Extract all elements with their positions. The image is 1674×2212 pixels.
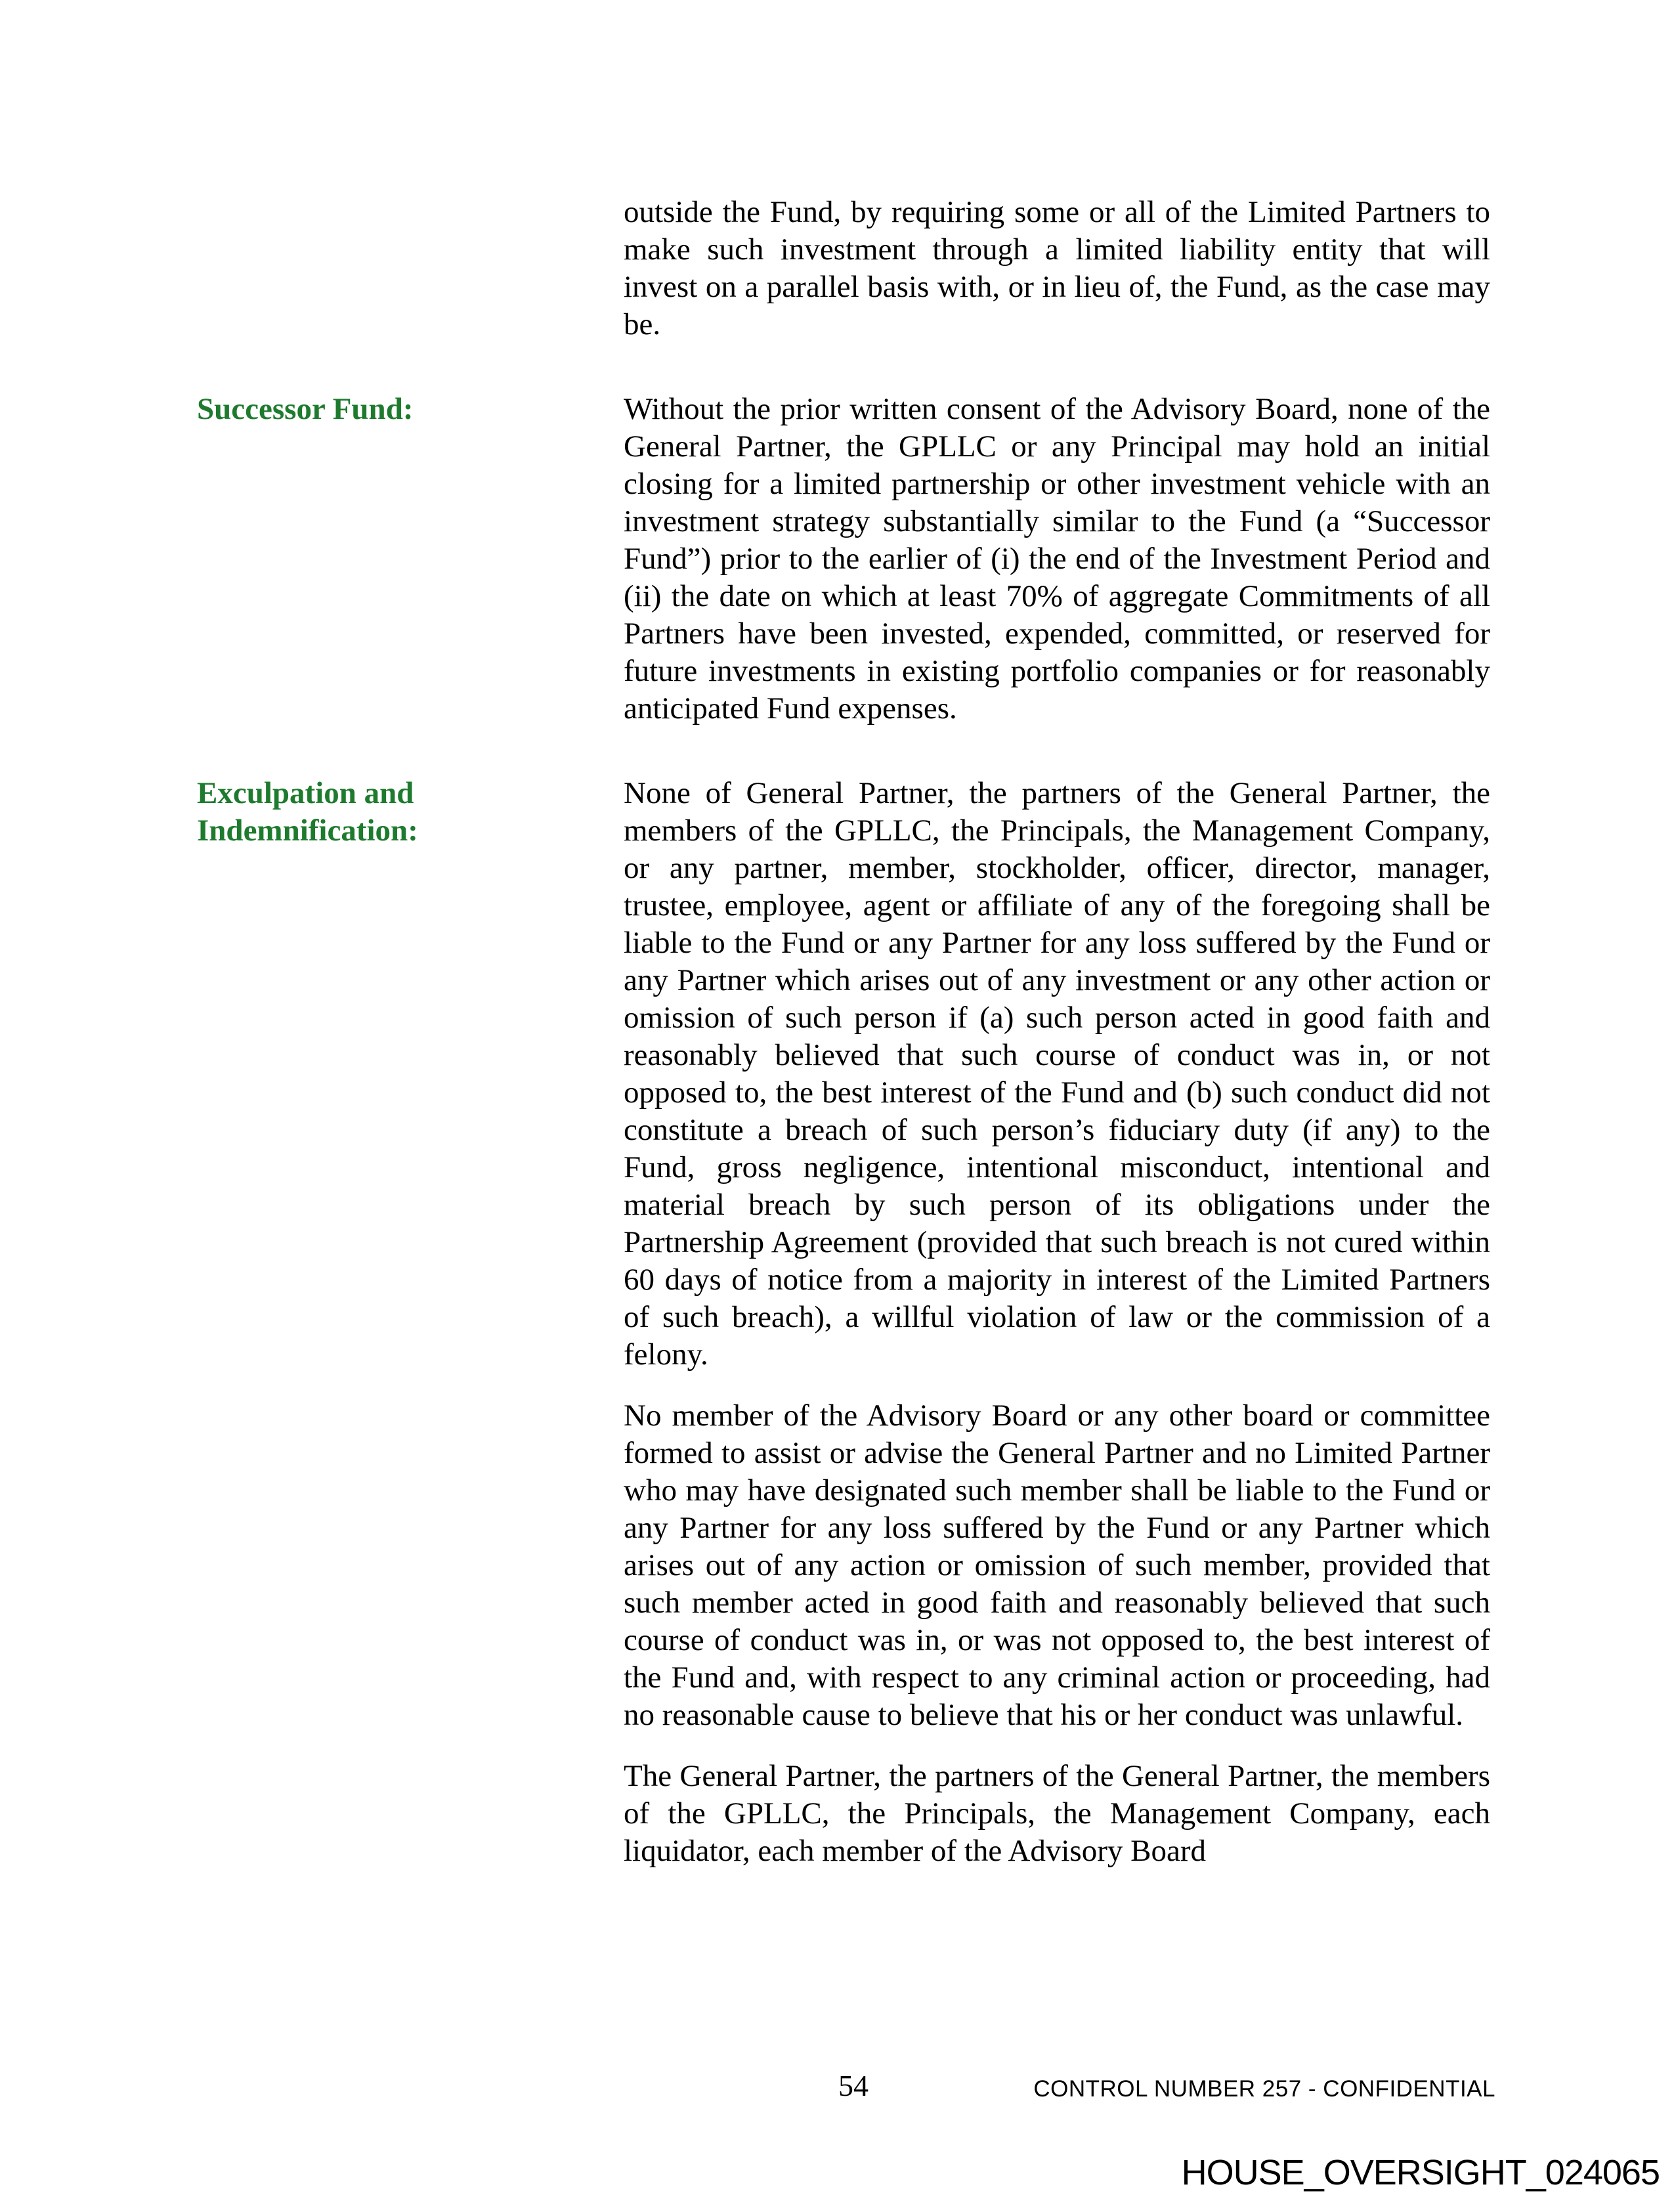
section-row-exculpation	[197, 775, 1490, 1870]
paragraph-continuation: outside the Fund, by requiring some or all of the Limited Partners to make such investment through a limited liability entity that will invest on a parallel basis with, or in lieu of, the Fund, as the case may be.	[624, 195, 1490, 341]
body-col-successor-fund	[624, 391, 1490, 727]
heading-col-exculpation	[197, 775, 624, 850]
paragraph-exculpation-3: The General Partner, the partners of the General Partner, the members of the GPLLC, the Principals, the Management Company, each liquidator, each member of the Advisory Board	[624, 1759, 1490, 1868]
paragraph-exculpation-1: None of General Partner, the partners of the General Partner, the members of the GPLLC, the Principals, the Management Company, or any partner, member, stockholder, officer, director, manager, trustee, employee, agent or affiliate of any of the foregoing shall be liable to the Fund or any Partner for any loss suffered by the Fund or any Partner which arises out of any investment or any other action or omission of such person if (a) such person acted in good faith and reasonably believed that such course of conduct was in, or not opposed to, the best interest of the Fund and (b) such conduct did not constitute a breach of such person’s fiduciary duty (if any) to the Fund, gross negligence, intentional misconduct, intentional and material breach by such person of its obligations under the Partnership Agreement (provided that such breach is not cured within 60 days of notice from a majority in interest of the Limited Partners of such breach), a willful violation of law or the commission of a felony.	[624, 776, 1490, 1372]
paragraph-successor-fund: Without the prior written consent of the Advisory Board, none of the General Partner, the GPLLC or any Principal may hold an initial closing for a limited partnership or other investment vehicle with an investment strategy substantially similar to the Fund (a “Successor Fund”) prior to the earlier of (i) the end of the Investment Period and (ii) the date on which at least 70% of aggregate Commitments of all Partners have been invested, expended, committed, or reserved for future investments in existing portfolio companies or for reasonably anticipated Fund expenses.	[624, 392, 1490, 726]
heading-successor-fund: Successor Fund:	[197, 392, 414, 426]
heading-exculpation-indemnification: Exculpation and Indemnification:	[197, 776, 418, 848]
heading-col-successor-fund	[197, 391, 624, 428]
body-col-continuation	[624, 194, 1490, 343]
bates-stamp: HOUSE_OVERSIGHT_024065	[1181, 2153, 1660, 2192]
page-number: 54	[838, 2069, 869, 2102]
section-row-successor-fund	[197, 391, 1490, 727]
paragraph-exculpation-2: No member of the Advisory Board or any other board or committee formed to assist or advise the General Partner and no Limited Partner who may have designated such member shall be liable to the Fund or any Partner for any loss suffered by the Fund or any Partner which arises out of any action or omission of such member, provided that such member acted in good faith and reasonably believed that such course of conduct was in, or was not opposed to, the best interest of the Fund and, with respect to any criminal action or proceeding, had no reasonable cause to believe that his or her conduct was unlawful.	[624, 1399, 1490, 1732]
section-row-continuation	[197, 194, 1490, 343]
body-col-exculpation	[624, 775, 1490, 1870]
terms-sections	[197, 194, 1490, 1870]
control-number-confidential: CONTROL NUMBER 257 - CONFIDENTIAL	[1033, 2076, 1495, 2102]
